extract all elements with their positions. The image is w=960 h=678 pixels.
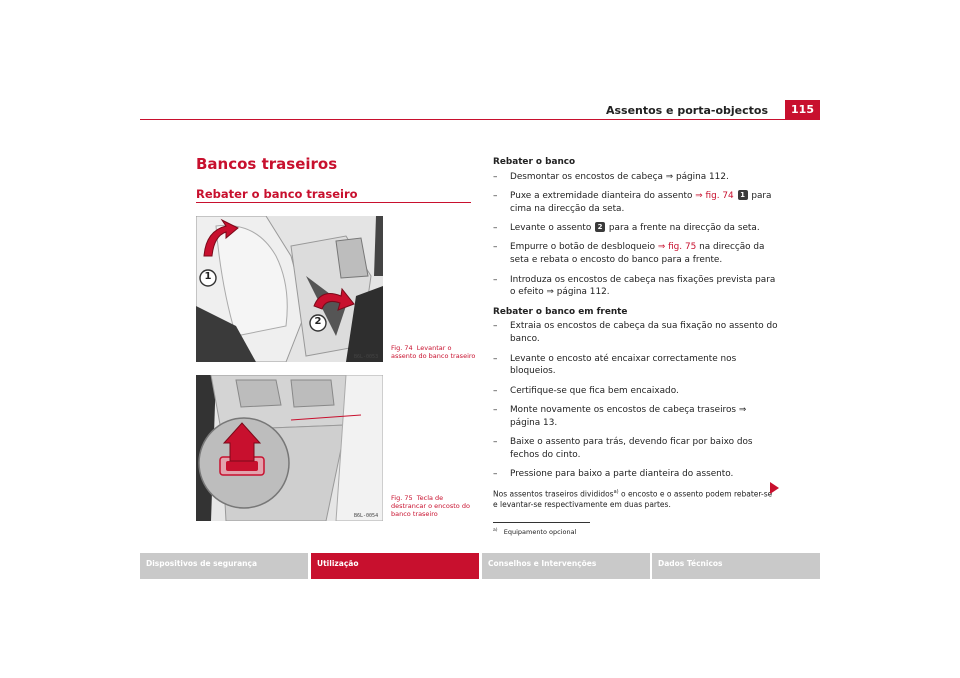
list-dash: – (493, 242, 498, 253)
list-item (493, 436, 778, 462)
list-item-text: na direcção da seta e rebata o encosto do banco para a frente. (510, 242, 765, 266)
list-item-text: Levante o assento (510, 223, 595, 234)
list-item-text: Puxe a extremidade dianteira do assento (510, 191, 696, 202)
list-item-text: para a frente na direcção da seta. (606, 223, 760, 234)
list-item (493, 190, 778, 216)
list-item-text: Pressione para baixo a parte dianteira do assento. (510, 469, 734, 480)
figure-75-illustration (196, 375, 383, 521)
continue-arrow-icon (770, 482, 779, 494)
list-dash: – (493, 437, 498, 448)
nav-tab-technical-data[interactable]: Dados Técnicos (652, 553, 820, 579)
figure-code: B6L-0053 (354, 354, 379, 360)
nav-tab-advice[interactable]: Conselhos e Intervenções (482, 553, 650, 579)
list-dash: – (493, 223, 498, 234)
figure-reference-link[interactable]: ⇒ fig. 74 (695, 191, 734, 202)
figure-74-illustration (196, 216, 383, 362)
list-dash: – (493, 385, 498, 396)
footnote (493, 528, 576, 536)
note-text: Nos assentos traseiros divididos (493, 489, 614, 499)
figure-74-caption (391, 344, 476, 360)
list-item (493, 241, 778, 267)
figure-75-caption (391, 494, 476, 518)
list-dash: – (493, 321, 498, 332)
list-item (493, 274, 778, 300)
running-header-title: Assentos e porta-objectos (605, 104, 768, 117)
list-dash: – (493, 404, 498, 415)
list-item (493, 222, 778, 235)
footnote-marker: a) (613, 489, 619, 496)
footnote-mark: a) (493, 528, 498, 533)
list-item-text: para cima na direcção da seta. (510, 191, 772, 214)
figure-75-release-button (196, 375, 383, 521)
badge-1: 1 (738, 190, 748, 200)
list-item-text: Baixe o assento para trás, devendo ficar por baixo dos fechos do cinto. (510, 437, 753, 460)
badge-2: 2 (595, 222, 605, 232)
figure-74-seat-lift (196, 216, 383, 362)
list-dash: – (493, 353, 498, 364)
subsection-title: Rebater o banco traseiro (196, 187, 358, 201)
caption-text: Levantar o assento do banco traseiro (391, 344, 476, 360)
page-number: 115 (785, 100, 820, 120)
figure-badge-1: 1 (204, 271, 212, 282)
list-item-text: Empurre o botão de desbloqueio (510, 242, 658, 253)
nav-tab-usage[interactable]: Utilização (311, 553, 479, 579)
list-item (493, 171, 778, 184)
caption-text: Tecla de destrancar o encosto do banco traseiro (391, 494, 470, 518)
list-item (493, 468, 778, 481)
subsection-rule (196, 202, 471, 203)
list-dash: – (493, 171, 498, 182)
list-item-text: Desmontar os encostos de cabeça ⇒ página 112. (510, 171, 729, 182)
heading-fold-forward: Rebater o banco em frente (493, 306, 628, 317)
list-item-text: Extraia os encostos de cabeça da sua fixação no assento do banco. (510, 321, 778, 345)
list-item-text: Certifique-se que fica bem encaixado. (510, 385, 679, 396)
list-item (493, 385, 778, 398)
footnote-rule (493, 522, 590, 523)
list-dash: – (493, 191, 498, 202)
figure-reference-link[interactable]: ⇒ fig. 75 (657, 242, 697, 253)
note-text: o encosto e o assento podem rebater-se e levantar-se respectivamente em duas partes. (493, 489, 773, 510)
caption-label: Fig. 74 (391, 344, 413, 352)
list-item-text: Introduza os encostos de cabeça nas fixações prevista para o efeito ⇒ página 112. (510, 274, 776, 298)
list-item (493, 320, 778, 346)
list-dash: – (493, 274, 498, 285)
header-rule (140, 119, 820, 120)
caption-label: Fig. 75 (391, 494, 413, 502)
list-item-text: Levante o encosto até encaixar correctamente nos bloqueios. (510, 353, 737, 377)
list-item (493, 353, 778, 379)
section-title: Bancos traseiros (196, 155, 338, 173)
heading-fold-seat: Rebater o banco (493, 157, 576, 167)
instructions-column (493, 156, 778, 511)
footnote-text: Equipamento opcional (503, 528, 577, 537)
figure-badge-2: 2 (314, 316, 322, 327)
list-item (493, 404, 778, 430)
figure-code: B6L-0054 (354, 513, 379, 519)
split-seat-note (493, 487, 778, 511)
list-dash: – (493, 469, 498, 480)
nav-tab-safety[interactable]: Dispositivos de segurança (140, 553, 308, 579)
list-item-text: Monte novamente os encostos de cabeça traseiros ⇒ página 13. (510, 404, 747, 428)
